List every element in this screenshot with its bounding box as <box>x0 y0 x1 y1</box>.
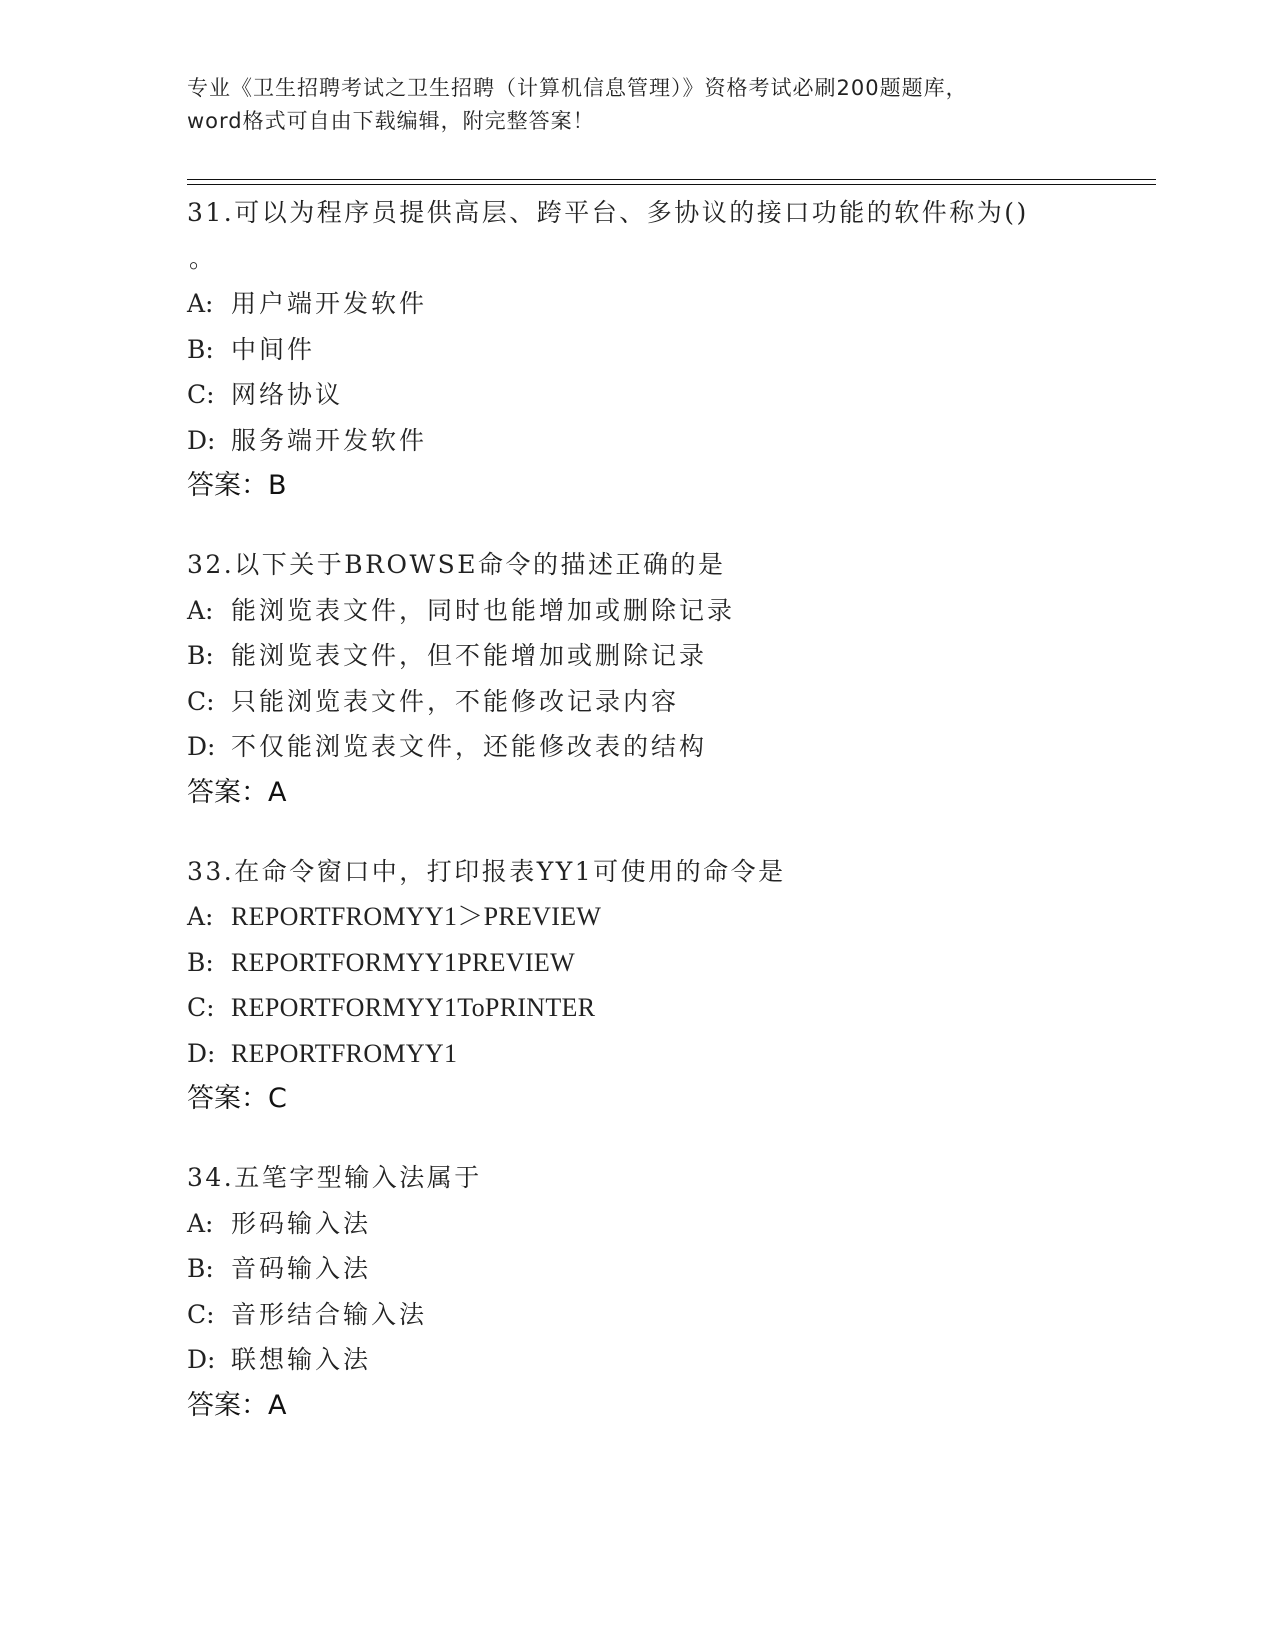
answer-label: 答案： <box>187 776 268 808</box>
document-header <box>187 72 1087 138</box>
question-text: 五笔字型输入法属于 <box>234 1163 482 1192</box>
answer-value: B <box>268 470 287 501</box>
option-a <box>187 894 1147 940</box>
option-a <box>187 281 1147 327</box>
answer-label: 答案： <box>187 1083 268 1114</box>
option-a <box>187 1201 1147 1247</box>
question-33 <box>187 849 1147 1122</box>
answer-label: 答案： <box>187 470 268 501</box>
option-text: REPORTFORMYY1ToPRINTER <box>231 993 596 1022</box>
option-letter: B: <box>187 1254 214 1283</box>
option-letter: C: <box>187 686 215 716</box>
option-text: 只能浏览表文件，不能修改记录内容 <box>231 686 680 716</box>
option-text: 中间件 <box>231 334 316 364</box>
option-text: REPORTFROMYY1 <box>231 1038 458 1068</box>
answer-value: A <box>268 1389 287 1421</box>
answer-line <box>187 1076 1147 1121</box>
header-line-2: word格式可自由下载编辑，附完整答案！ <box>187 109 595 133</box>
question-list <box>187 190 1147 1462</box>
header-line-1: 专业《卫生招聘考试之卫生招聘（计算机信息管理）》资格考试必刷200题题库， <box>187 76 968 100</box>
option-b <box>187 633 1147 679</box>
answer-line <box>187 1383 1147 1428</box>
option-c <box>187 679 1147 725</box>
answer-line <box>187 770 1147 815</box>
option-text: 服务端开发软件 <box>231 425 428 455</box>
option-c <box>187 1292 1147 1338</box>
option-text: 不仅能浏览表文件，还能修改表的结构 <box>231 732 708 761</box>
answer-value: A <box>268 776 287 808</box>
question-text: 在命令窗口中，打印报表YY1可使用的命令是 <box>234 856 786 886</box>
option-text: 能浏览表文件，同时也能增加或删除记录 <box>231 595 736 625</box>
option-letter: B: <box>187 947 214 977</box>
header-divider-bottom <box>187 184 1156 185</box>
option-letter: A: <box>187 289 214 318</box>
option-letter: C: <box>187 380 215 409</box>
question-stem <box>187 849 1147 895</box>
question-number: 31. <box>187 198 235 227</box>
header-divider-top <box>187 179 1156 180</box>
option-letter: B: <box>187 641 214 670</box>
question-stem <box>187 190 1147 236</box>
option-b <box>187 1246 1147 1292</box>
option-letter: A: <box>187 1208 214 1238</box>
option-d <box>187 1031 1147 1077</box>
option-text: 能浏览表文件，但不能增加或删除记录 <box>231 641 708 670</box>
option-letter: A: <box>187 902 214 931</box>
question-34 <box>187 1155 1147 1428</box>
option-c <box>187 985 1147 1031</box>
option-d <box>187 1337 1147 1383</box>
question-number: 34. <box>187 1163 235 1192</box>
question-31 <box>187 190 1147 508</box>
option-b <box>187 940 1147 986</box>
option-text: REPORTFORMYY1PREVIEW <box>231 947 575 977</box>
answer-label: 答案： <box>187 1389 268 1421</box>
option-letter: D: <box>187 1345 216 1374</box>
option-letter: D: <box>187 425 216 455</box>
option-b <box>187 327 1147 373</box>
question-number: 33. <box>187 856 235 886</box>
option-text: 联想输入法 <box>231 1345 372 1374</box>
option-letter: B: <box>187 334 214 364</box>
answer-value: C <box>268 1083 287 1114</box>
option-text: 用户端开发软件 <box>231 289 428 318</box>
option-letter: D: <box>187 732 216 761</box>
question-stem-continuation: 。 <box>189 243 217 273</box>
option-text: 音形结合输入法 <box>231 1299 428 1329</box>
option-text: 网络协议 <box>231 380 344 409</box>
option-letter: C: <box>187 1299 215 1329</box>
option-letter: A: <box>187 595 214 625</box>
option-letter: D: <box>187 1038 216 1068</box>
option-text: 音码输入法 <box>231 1254 372 1283</box>
answer-line <box>187 463 1147 508</box>
option-text: 形码输入法 <box>231 1208 372 1238</box>
option-a <box>187 588 1147 634</box>
question-stem <box>187 1155 1147 1201</box>
option-letter: C: <box>187 993 215 1022</box>
option-text: REPORTFROMYY1＞PREVIEW <box>231 902 602 931</box>
question-text: 以下关于BROWSE命令的描述正确的是 <box>234 550 726 579</box>
option-d <box>187 418 1147 464</box>
question-text: 可以为程序员提供高层、跨平台、多协议的接口功能的软件称为() <box>234 198 1029 227</box>
question-stem <box>187 542 1147 588</box>
option-c <box>187 372 1147 418</box>
question-number: 32. <box>187 550 235 579</box>
question-32 <box>187 542 1147 815</box>
option-d <box>187 724 1147 770</box>
